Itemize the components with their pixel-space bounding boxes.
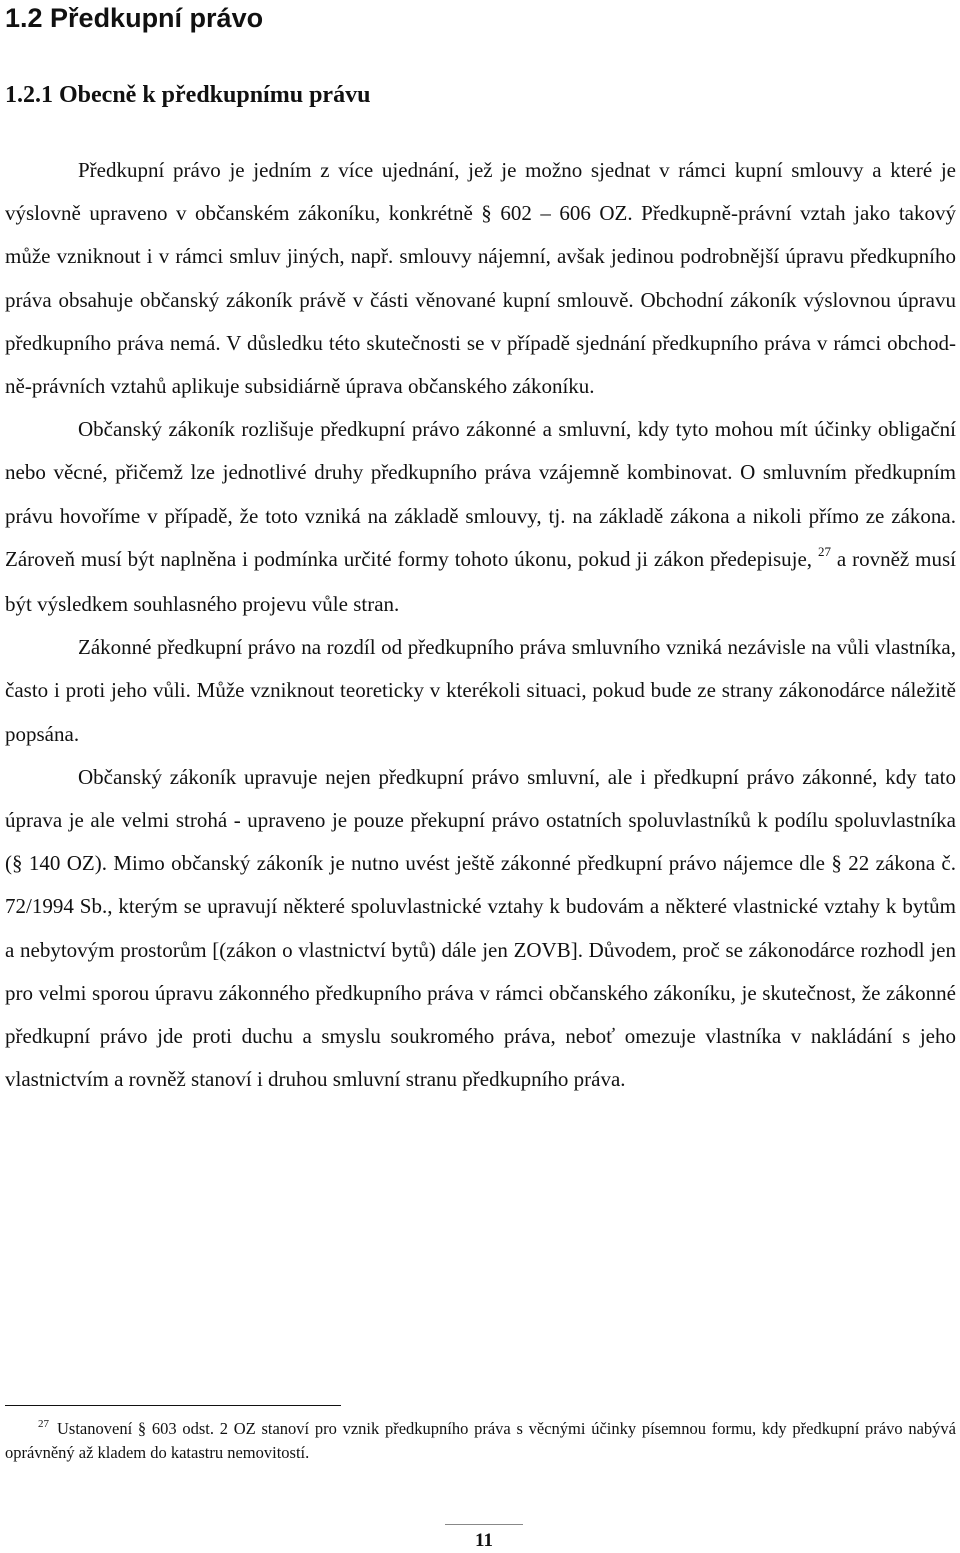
footnote — [5, 1418, 956, 1464]
body-text — [5, 149, 956, 1101]
page-number-rule — [445, 1524, 523, 1525]
footnote-text: Ustanovení § 603 odst. 2 OZ stanoví pro vznik předkupního práva s věcnými účinky písemnou formu, kdy předkupní právo nabývá oprávněný až kladem do katastru nemovitostí. — [5, 1419, 956, 1462]
paragraph-text: Občanský zákoník upravuje nejen předkupní právo smluvní, ale i předkupní právo zákonné, kdy tato úprava je ale velmi strohá - upraveno je pouze překupní právo ostatních spoluvlastníků k podílu spoluvlastníka (§ 140 OZ). Mimo občanský zákoník je nutno uvést ještě zákonné předkupní právo nájemce dle § 22 zákona č. 72/1994 Sb., kterým se upravují některé spoluvlastnické vztahy k budovám a některé vlastnické vztahy k bytům a nebytovým prostorům [(zákon o vlastnictví bytů) dále jen ZOVB]. Důvodem, proč se zákonodárce rozhodl jen pro velmi sporou úpravu zákonného předkupního práva v rámci občanského zákoníku, je skutečnost, že zákonné předkupní právo jde proti duchu a smyslu soukromého práva, neboť omezuje vlastníka v nakládání s jeho vlastnictvím a rovněž stanoví i druhou smluvní stranu předkupního práva. — [5, 764, 956, 1092]
paragraph-text: Občanský zákoník rozlišuje předkupní právo zákonné a smluvní, kdy tyto mohou mít účinky obligační nebo věcné, přičemž lze jednotlivé druhy předkupního práva vzájemně kombinovat. O smluvním předkupním právu hovoříme v případě, že toto vzniká na základě smlouvy, tj. na základě zákona a nikoli přímo ze zákona. Zároveň musí být naplněna i podmínka určité formy tohoto úkonu, pokud ji zákon předepisuje, — [5, 417, 956, 571]
paragraph — [5, 626, 956, 756]
paragraph — [5, 408, 956, 626]
paragraph-text: Předkupní právo je jedním z více ujednání, jež je možno sjednat v rámci kupní smlouvy a které je výslovně upraveno v občanském zákoníku, konkrétně § 602 – 606 OZ. Předkupně-právní vztah jako takový může vzniknout i v rámci smluv jiných, např. smlouvy nájemní, avšak jedinou podrobnější úpravu předkupního práva obsahuje občanský zákoník právě v části věnované kupní smlouvě. Obchodní zákoník výslovnou úpravu předkupního práva nemá. V důsledku této skutečnosti se v případě sjednání předkupního práva v rámci obchodně-právních vztahů aplikuje subsidiárně úprava občanského zákoníku. — [5, 158, 956, 399]
footnote-separator — [5, 1405, 341, 1406]
footnote-reference[interactable]: 27 — [817, 543, 831, 559]
paragraph-text: a rovněž musí být výsledkem souhlasného projevu vůle stran. — [5, 546, 956, 617]
subsection-title: 1.2.1 Obecně k předkupnímu právu — [5, 82, 371, 108]
section-title: 1.2 Předkupní právo — [5, 3, 264, 33]
page-number: 11 — [475, 1530, 493, 1551]
footnote-number: 27 — [38, 1418, 49, 1430]
paragraph-text: Zákonné předkupní právo na rozdíl od předkupního práva smluvního vzniká nezávisle na vůli vlastníka, často i proti jeho vůli. Může vzniknout teoreticky v kterékoli situaci, pokud bude ze strany zákonodárce náležitě popsána. — [5, 635, 956, 746]
paragraph — [5, 756, 956, 1102]
paragraph — [5, 149, 956, 408]
